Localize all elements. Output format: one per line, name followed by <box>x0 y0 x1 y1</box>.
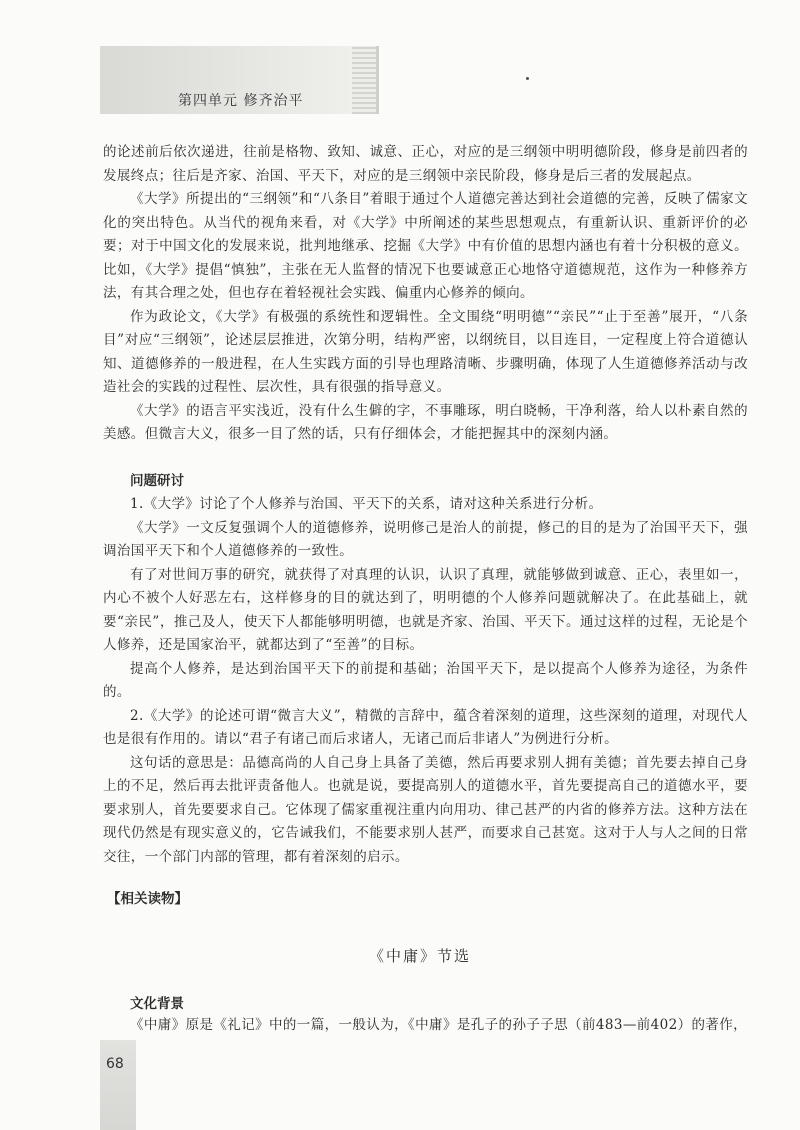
page-number: 68 <box>106 1056 124 1072</box>
footer-decoration <box>100 1040 136 1130</box>
related-reading-label: 【相关读物】 <box>107 891 188 907</box>
excerpt-title: 《中庸》节选 <box>368 947 471 965</box>
discussion-answer: 这句话的意思是：品德高尚的人自己身上具备了美德，然后再要求别人拥有美德；首先要去掉自己身上的不足，然后再去批评责备他人。也就是说，要提高别人的道德水平，首先要提高自己的道德水平，要要求别人，首先要要求自己。它体现了儒家重视注重内向用功、律己甚严的内省的修养方法。这种方法在现代仍然是有现实意义的，它告诫我们，不能要求别人甚严，而要求自己甚宽。这对于人与人之间的日常交往，一个部门内部的管理，都有着深刻的启示。 <box>103 754 748 865</box>
background-text: 《中庸》原是《礼记》中的一篇，一般认为，《中庸》是孔子的孙子子思（前483—前402）的著作， <box>130 1017 748 1033</box>
print-speck <box>526 77 529 80</box>
discussion-answer: 有了对世间万事的研究，就获得了对真理的认识，认识了真理，就能够做到诚意、正心，表里如一，内心不被个人好恶左右，这样修身的目的就达到了，明明德的个人修养问题就解决了。在此基础上，就要“亲民”，推己及人，使天下人都能够明明德，也就是齐家、治国、平天下。通过这样的过程，无论是个人修养，还是国家治平，就都达到了“至善”的目标。 <box>103 566 748 653</box>
body-paragraph: 作为政论文，《大学》有极强的系统性和逻辑性。全文围绕“明明德”“亲民”“止于至善”展开，“八条目”对应“三纲领”，论述层层推进，次第分明，结构严密，以纲统目，以目连目，一定程度上符合道德认知、道德修养的一般进程，在人生实践方面的引导也理路清晰、步骤明确，体现了人生道德修养活动与改造社会的实践的过程性、层次性，具有很强的指导意义。 <box>103 308 748 395</box>
background-heading: 文化背景 <box>130 996 184 1012</box>
unit-title: 第四单元 修齐治平 <box>178 93 304 109</box>
discussion-heading: 问题研讨 <box>130 472 184 489</box>
body-paragraph: 《大学》所提出的“三纲领”和“八条目”着眼于通过个人道德完善达到社会道德的完善，反映了儒家文化的突出特色。从当代的视角来看，对《大学》中所阐述的某些思想观点，有重新认识、重新评价的必要；对于中国文化的发展来说，批判地继承、挖掘《大学》中有价值的思想内涵也有着十分积极的意义。比如，《大学》提倡“慎独”，主张在无人监督的情况下也要诚意正心地恪守道德规范，这作为一种修养方法，有其合理之处，但也存在着轻视社会实践、偏重内心修养的倾向。 <box>103 191 748 301</box>
discussion-question: 1.《大学》讨论了个人修养与治国、平天下的关系，请对这种关系进行分析。 <box>130 496 603 512</box>
main-text <box>103 141 748 869</box>
discussion-question: 2.《大学》的论述可谓“微言大义”，精微的言辞中，蕴含着深刻的道理，这些深刻的道理，对现代人也是很有作用的。请以“君子有诸己而后求诸人，无诸己而后非诸人”为例进行分析。 <box>103 707 748 747</box>
discussion-answer: 《大学》一文反复强调个人的道德修养，说明修己是治人的前提，修己的目的是为了治国平天下，强调治国平天下和个人道德修养的一致性。 <box>103 519 748 559</box>
body-paragraph: 的论述前后依次递进，往前是格物、致知、诚意、正心，对应的是三纲领中明明德阶段，修身是前四者的发展终点；往后是齐家、治国、平天下，对应的是三纲领中亲民阶段，修身是后三者的发展起点。 <box>103 144 748 184</box>
discussion-answer: 提高个人修养，是达到治国平天下的前提和基础；治国平天下，是以提高个人修养为途径，为条件的。 <box>103 660 748 700</box>
body-paragraph: 《大学》的语言平实浅近，没有什么生僻的字，不事雕琢，明白晓畅，干净利落，给人以朴素自然的美感。但微言大义，很多一目了然的话，只有仔细体会，才能把握其中的深刻内涵。 <box>103 402 748 442</box>
